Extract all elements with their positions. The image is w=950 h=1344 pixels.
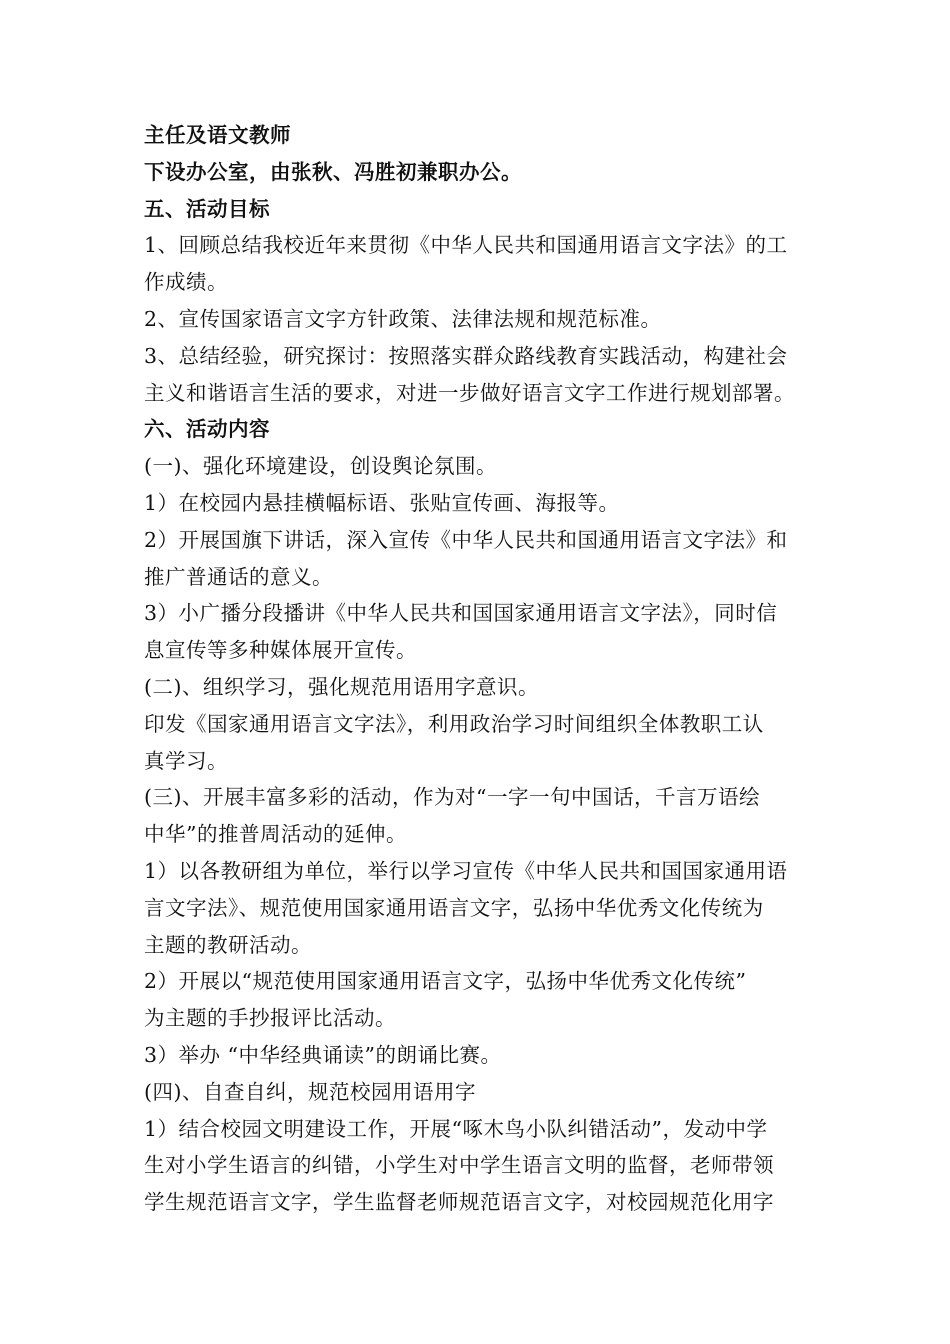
paragraph-line: 言文字法》、规范使用国家通用语言文字，弘扬中华优秀文化传统为: [144, 895, 764, 920]
paragraph-line: 1）在校园内悬挂横幅标语、张贴宣传画、海报等。: [144, 490, 620, 515]
paragraph-line: 息宣传等多种媒体展开宣传。: [144, 638, 417, 663]
section-heading-goals: 五、活动目标: [144, 196, 270, 221]
paragraph-line: 2）开展国旗下讲话，深入宣传《中华人民共和国通用语言文字法》和: [144, 527, 788, 552]
paragraph-line: 3、总结经验，研究探讨：按照落实群众路线教育实践活动，构建社会: [144, 343, 788, 368]
section-heading-content: 六、活动内容: [144, 417, 270, 442]
document-body: [144, 117, 844, 1221]
paragraph-line: 推广普通话的意义。: [144, 564, 333, 589]
paragraph-line: 2）开展以“规范使用国家通用语言文字，弘扬中华优秀文化传统”: [144, 969, 747, 994]
paragraph-line: 3）小广播分段播讲《中华人民共和国国家通用语言文字法》，同时信: [144, 601, 778, 626]
paragraph-line: 1）结合校园文明建设工作，开展“啄木鸟小队纠错活动”，发动中学: [144, 1116, 768, 1141]
paragraph-line: 真学习。: [144, 748, 228, 773]
paragraph-line: 为主题的手抄报评比活动。: [144, 1006, 396, 1031]
heading-office: 下设办公室，由张秋、冯胜初兼职办公。: [144, 159, 522, 184]
paragraph-line: 3）举办 “中华经典诵读”的朗诵比赛。: [144, 1042, 502, 1067]
paragraph-line: 1、回顾总结我校近年来贯彻《中华人民共和国通用语言文字法》的工: [144, 233, 788, 258]
subsection-heading: (二)、组织学习，强化规范用语用字意识。: [144, 674, 539, 699]
paragraph-line: 主题的教研活动。: [144, 932, 312, 957]
paragraph-line: 作成绩。: [144, 270, 228, 295]
paragraph-line: 主义和谐语言生活的要求，对进一步做好语言文字工作进行规划部署。: [144, 380, 795, 405]
subsection-heading: (一)、强化环境建设，创设舆论氛围。: [144, 454, 497, 479]
heading-leaders: 主任及语文教师: [144, 123, 291, 147]
subsection-heading: (三)、开展丰富多彩的活动，作为对“一字一句中国话，千言万语绘: [144, 785, 760, 810]
paragraph-line: 1）以各教研组为单位，举行以学习宣传《中华人民共和国国家通用语: [144, 858, 788, 883]
paragraph-line: 印发《国家通用语言文字法》，利用政治学习时间组织全体教职工认: [144, 711, 764, 736]
subsection-heading: (四)、自查自纠，规范校园用语用字: [144, 1079, 476, 1104]
paragraph-line: 中华”的推普周活动的延伸。: [144, 822, 407, 847]
paragraph-line: 生对小学生语言的纠错，小学生对中学生语言文明的监督，老师带领: [144, 1153, 774, 1178]
paragraph-line: 2、宣传国家语言文字方针政策、法律法规和规范标准。: [144, 306, 662, 331]
paragraph-line: 学生规范语言文字，学生监督老师规范语言文字，对校园规范化用字: [144, 1190, 774, 1215]
